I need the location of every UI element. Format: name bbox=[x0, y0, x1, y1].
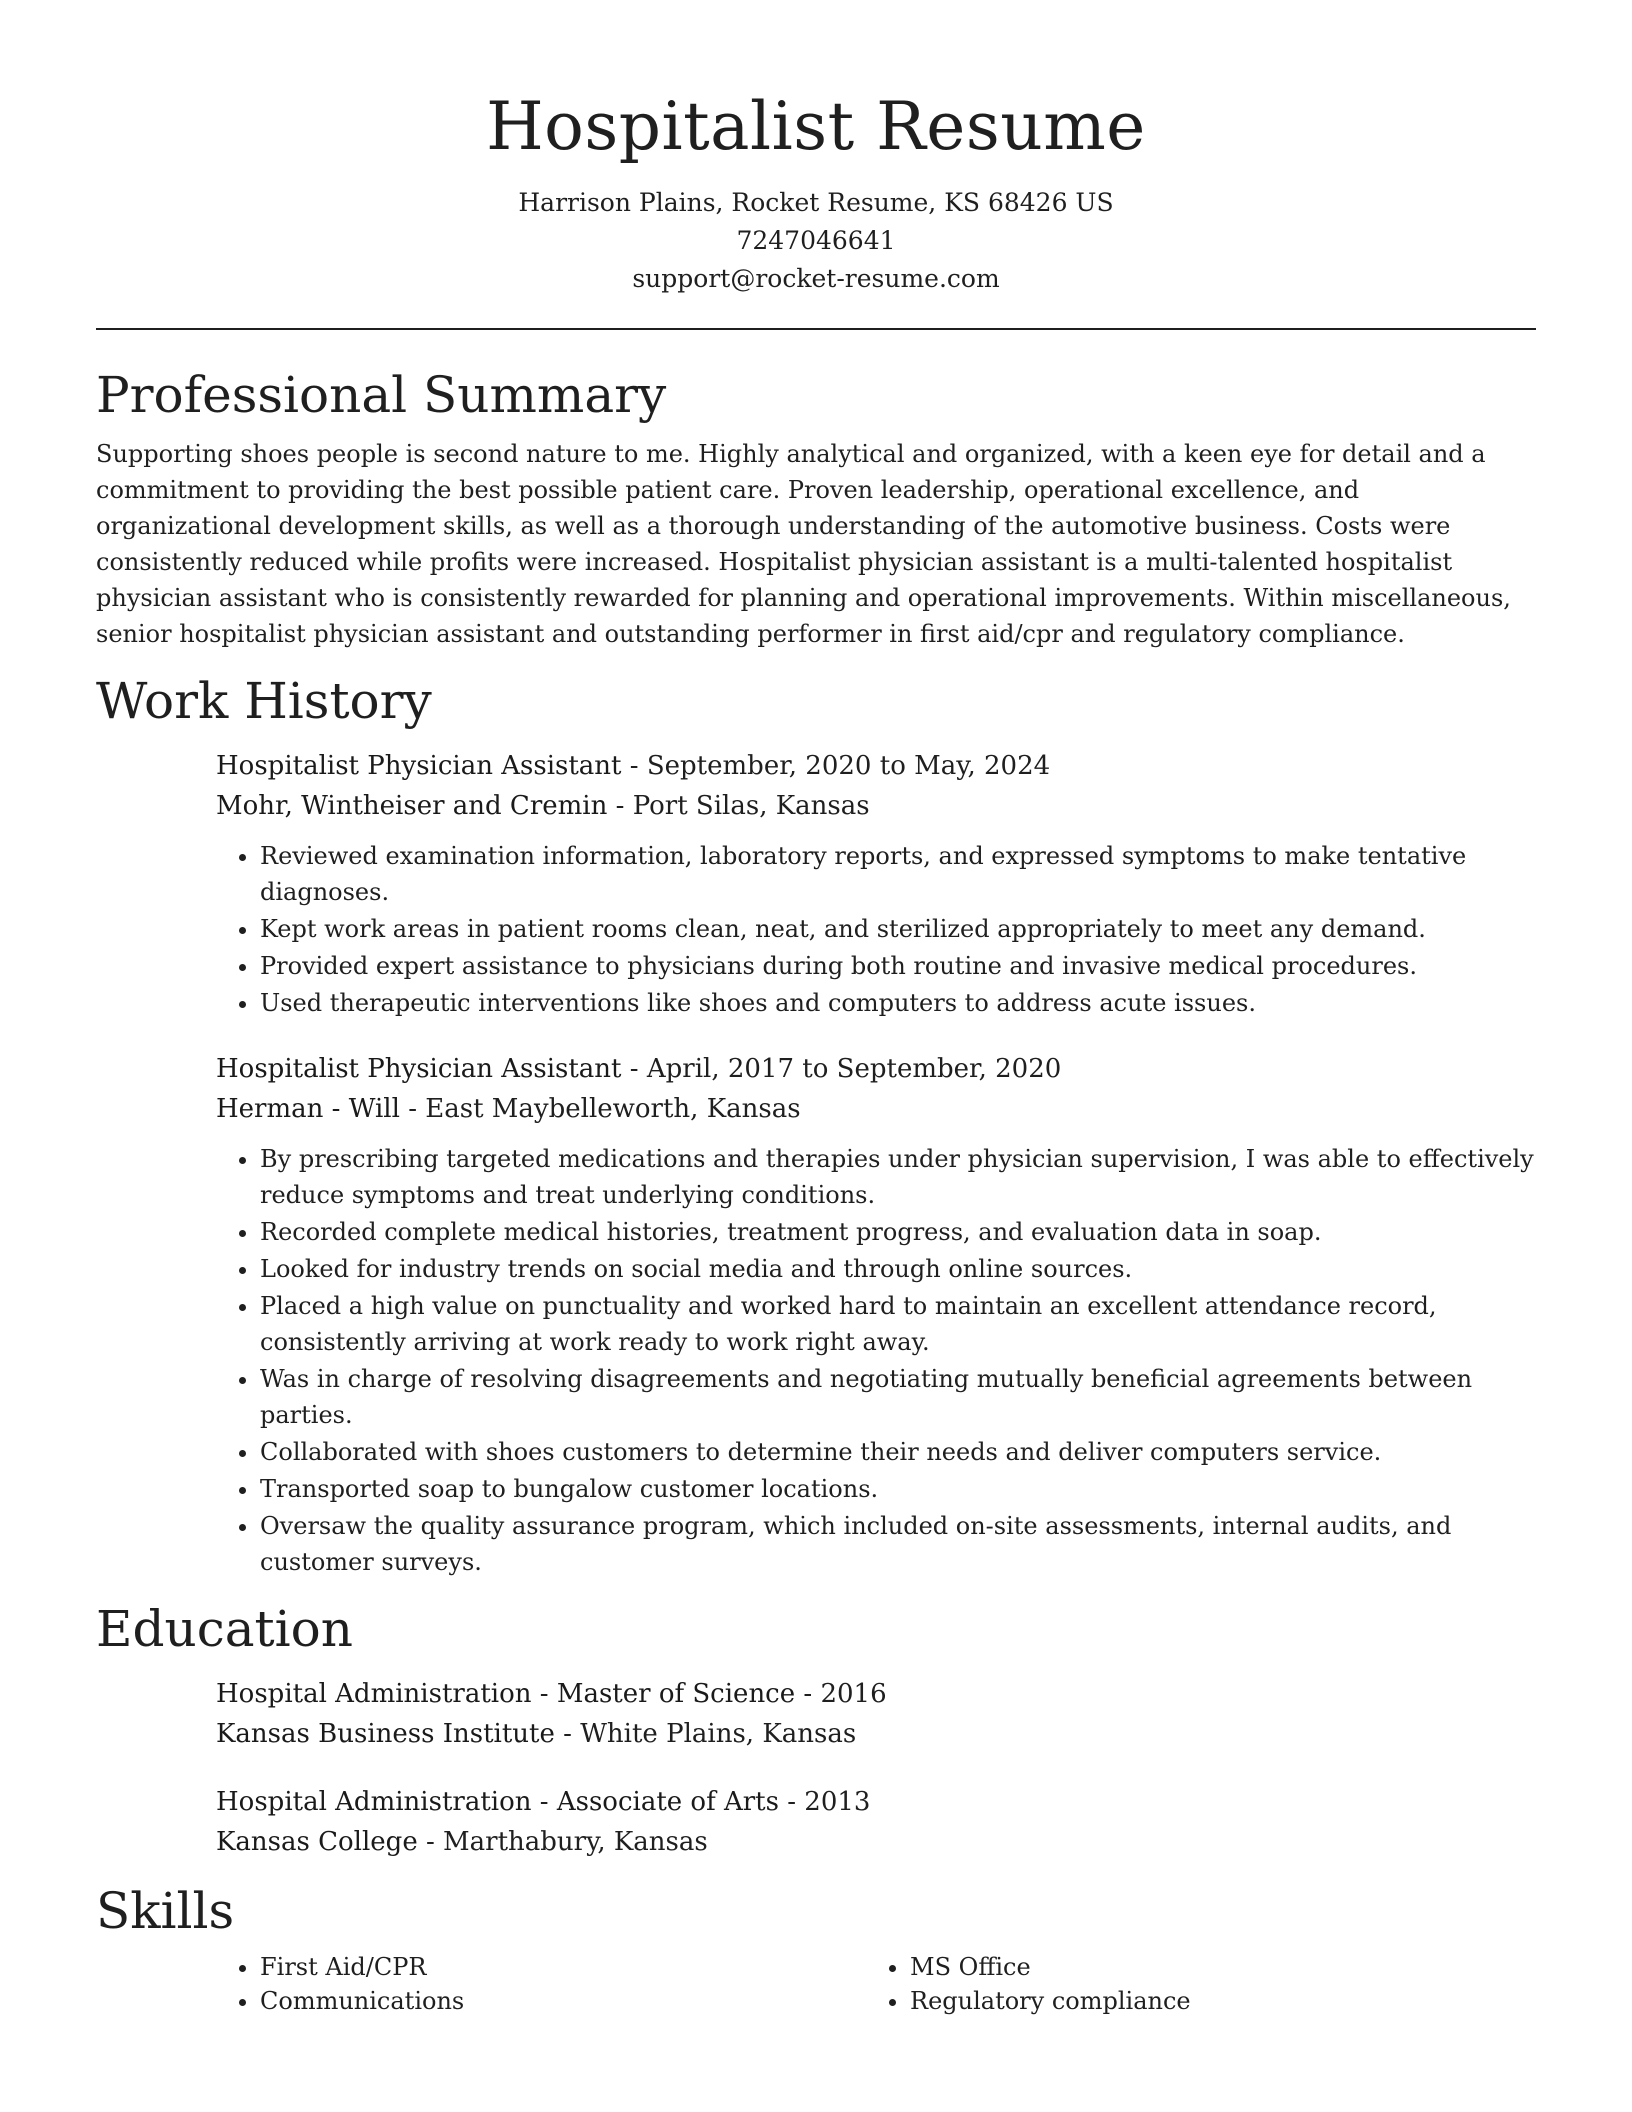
degree-name: Master of Science bbox=[556, 1679, 796, 1709]
list-item: • Regulatory compliance bbox=[910, 1984, 1516, 2018]
list-item: • Placed a high value on punctuality and worked hard to maintain an excellent attendance record, consistently arriving at work ready to work right away. bbox=[260, 1288, 1536, 1360]
school-name: Kansas Business Institute bbox=[216, 1719, 555, 1749]
skills-section bbox=[96, 1876, 1536, 2018]
job-title: Hospitalist Physician Assistant bbox=[216, 751, 622, 781]
skills-list bbox=[216, 1950, 1536, 2018]
list-item: • Communications bbox=[260, 1984, 866, 2018]
work-history-heading: Work History bbox=[96, 672, 432, 730]
skills-column-right bbox=[866, 1950, 1516, 2018]
separator: - bbox=[787, 1787, 805, 1817]
degree-year: 2013 bbox=[804, 1787, 871, 1817]
summary-text: Supporting shoes people is second nature to me. Highly analytical and organized, with a keen eye for detail and a commitment to providing the best possible patient care. Proven leadership, operational excellence, and organizational development skills, as well as a thorough understanding of the automotive business. Costs were consistently reduced while profits were increased. Hospitalist physician assistant is a multi-talented hospitalist physician assistant who is consistently rewarded for planning and operational improvements. Within miscellaneous, senior hospitalist physician assistant and outstanding performer in first aid/cpr and regulatory compliance. bbox=[96, 440, 1511, 648]
contact-info bbox=[96, 184, 1536, 298]
list-item: • Reviewed examination information, laboratory reports, and expressed symptoms to make tentative diagnoses. bbox=[260, 838, 1536, 910]
job-title-line bbox=[216, 746, 1536, 786]
job-company: Herman - Will bbox=[216, 1094, 400, 1124]
education-heading: Education bbox=[96, 1600, 353, 1658]
list-item: • Recorded complete medical histories, treatment progress, and evaluation data in soap. bbox=[260, 1214, 1536, 1250]
job-dates: April, 2017 to September, 2020 bbox=[646, 1054, 1062, 1084]
address-text: Harrison Plains, Rocket Resume, KS 68426 US bbox=[518, 188, 1114, 217]
header-divider bbox=[96, 328, 1536, 330]
work-history-section bbox=[96, 666, 1536, 1580]
list-item: • By prescribing targeted medications and therapies under physician supervision, I was able to effectively reduce symptoms and treat underlying conditions. bbox=[260, 1141, 1536, 1213]
separator: - bbox=[539, 1787, 557, 1817]
list-item: • Collaborated with shoes customers to determine their needs and deliver computers service. bbox=[260, 1434, 1536, 1470]
list-item: • Oversaw the quality assurance program, which included on-site assessments, internal audits, and customer surveys. bbox=[260, 1508, 1536, 1580]
job-location: East Maybelleworth, Kansas bbox=[425, 1094, 801, 1124]
job-location: Port Silas, Kansas bbox=[632, 791, 870, 821]
job-bullets bbox=[216, 1141, 1536, 1580]
school-name: Kansas College bbox=[216, 1827, 418, 1857]
list-item: • Kept work areas in patient rooms clean, neat, and sterilized appropriately to meet any demand. bbox=[260, 911, 1536, 947]
separator: - bbox=[629, 1054, 647, 1084]
separator: - bbox=[563, 1719, 581, 1749]
list-item: • Was in charge of resolving disagreements and negotiating mutually beneficial agreements between parties. bbox=[260, 1361, 1536, 1433]
education-entry bbox=[216, 1674, 1536, 1754]
education-entry bbox=[216, 1782, 1536, 1862]
resume-page bbox=[96, 0, 1536, 2018]
list-item: • Provided expert assistance to physicians during both routine and invasive medical procedures. bbox=[260, 948, 1536, 984]
separator: - bbox=[803, 1679, 821, 1709]
separator: - bbox=[615, 791, 633, 821]
separator: - bbox=[539, 1679, 557, 1709]
degree-field: Hospital Administration bbox=[216, 1787, 532, 1817]
list-item: • MS Office bbox=[910, 1950, 1516, 1984]
job-title-line bbox=[216, 1049, 1536, 1089]
summary-section bbox=[96, 360, 1536, 652]
resume-header bbox=[96, 0, 1536, 330]
degree-year: 2016 bbox=[820, 1679, 887, 1709]
job-dates: September, 2020 to May, 2024 bbox=[646, 751, 1051, 781]
list-item: • First Aid/CPR bbox=[260, 1950, 866, 1984]
degree-line bbox=[216, 1782, 1536, 1822]
separator: - bbox=[629, 751, 647, 781]
school-location: White Plains, Kansas bbox=[580, 1719, 857, 1749]
list-item: • Looked for industry trends on social media and through online sources. bbox=[260, 1251, 1536, 1287]
education-section bbox=[96, 1594, 1536, 1862]
list-item: • Used therapeutic interventions like shoes and computers to address acute issues. bbox=[260, 985, 1536, 1021]
school-line bbox=[216, 1822, 1536, 1862]
email-text: support@rocket-resume.com bbox=[632, 264, 1000, 293]
job-company: Mohr, Wintheiser and Cremin bbox=[216, 791, 608, 821]
skills-column-left bbox=[216, 1950, 866, 2018]
list-item: • Transported soap to bungalow customer locations. bbox=[260, 1471, 1536, 1507]
phone-text: 7247046641 bbox=[736, 226, 896, 255]
job-company-line bbox=[216, 1089, 1536, 1129]
degree-line bbox=[216, 1674, 1536, 1714]
school-line bbox=[216, 1714, 1536, 1754]
job-title: Hospitalist Physician Assistant bbox=[216, 1054, 622, 1084]
job-entry bbox=[216, 1049, 1536, 1580]
job-entry bbox=[216, 746, 1536, 1021]
degree-name: Associate of Arts bbox=[556, 1787, 779, 1817]
school-location: Marthabury, Kansas bbox=[443, 1827, 708, 1857]
job-bullets bbox=[216, 838, 1536, 1021]
summary-heading: Professional Summary bbox=[96, 366, 667, 424]
separator: - bbox=[425, 1827, 444, 1857]
page-title: Hospitalist Resume bbox=[486, 88, 1146, 165]
degree-field: Hospital Administration bbox=[216, 1679, 532, 1709]
separator: - bbox=[408, 1094, 426, 1124]
skills-heading: Skills bbox=[96, 1882, 235, 1940]
job-company-line bbox=[216, 786, 1536, 826]
